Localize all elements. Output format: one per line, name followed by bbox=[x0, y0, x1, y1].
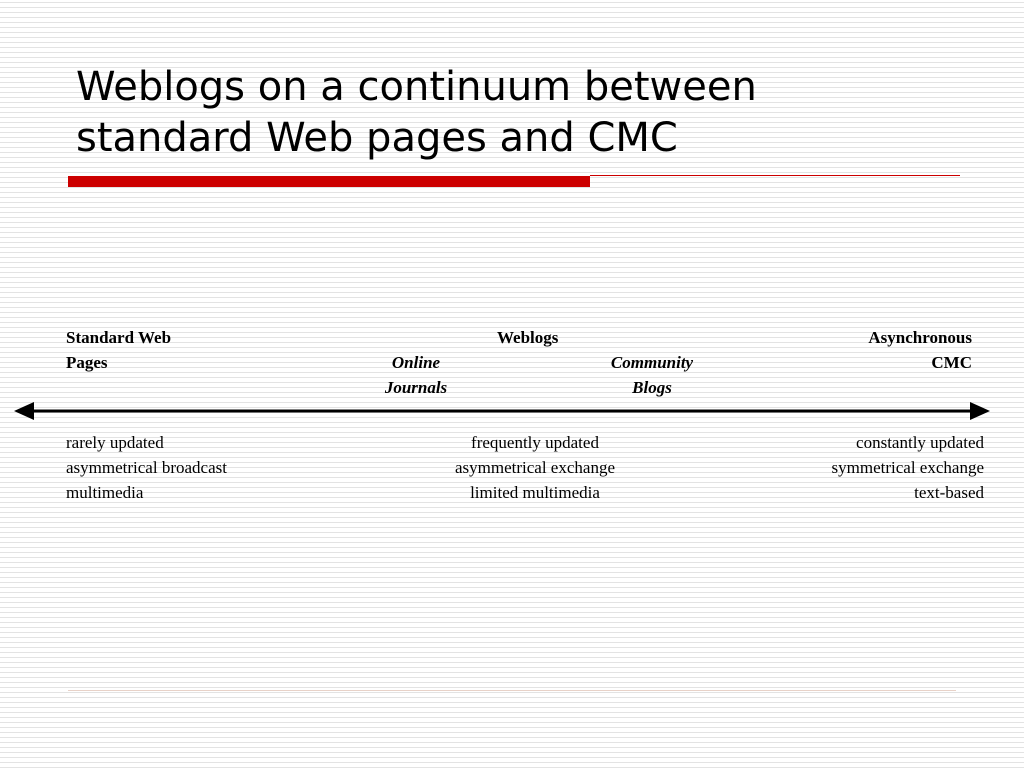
slide-title-line-1: Weblogs on a continuum between bbox=[76, 64, 757, 110]
label-online-journals-line-1: Online bbox=[391, 353, 441, 372]
descriptors-asynchronous-cmc bbox=[744, 430, 984, 505]
label-standard-web-pages-line-2: Pages bbox=[66, 353, 108, 372]
descriptor-item: frequently updated bbox=[471, 433, 599, 452]
title-underline-thin bbox=[590, 175, 960, 176]
label-community-blogs bbox=[592, 350, 712, 400]
label-online-journals bbox=[368, 350, 464, 400]
descriptor-item: multimedia bbox=[66, 483, 144, 502]
arrow-left-head-icon bbox=[14, 402, 34, 420]
label-asynchronous-cmc-line-1: Asynchronous bbox=[868, 328, 972, 347]
slide-title bbox=[76, 62, 976, 164]
label-asynchronous-cmc-line-2: CMC bbox=[931, 353, 972, 372]
label-asynchronous-cmc bbox=[812, 325, 972, 375]
descriptors-standard-web bbox=[66, 430, 227, 505]
descriptor-item: asymmetrical exchange bbox=[454, 458, 615, 477]
arrow-right-head-icon bbox=[970, 402, 990, 420]
title-underline-thick bbox=[68, 176, 590, 187]
label-weblogs-text: Weblogs bbox=[497, 328, 559, 347]
label-community-blogs-line-1: Community bbox=[610, 353, 694, 372]
bottom-divider bbox=[68, 690, 956, 691]
descriptor-item: constantly updated bbox=[856, 433, 984, 452]
label-weblogs bbox=[497, 325, 558, 350]
continuum-arrow bbox=[12, 398, 992, 424]
descriptor-item: text-based bbox=[914, 483, 984, 502]
descriptor-item: symmetrical exchange bbox=[831, 458, 984, 477]
label-community-blogs-line-2: Blogs bbox=[632, 378, 672, 397]
descriptor-item: asymmetrical broadcast bbox=[66, 458, 227, 477]
descriptor-item: rarely updated bbox=[66, 433, 164, 452]
descriptor-item: limited multimedia bbox=[470, 483, 600, 502]
label-standard-web-pages-line-1: Standard Web bbox=[66, 328, 172, 347]
slide-title-line-2: standard Web pages and CMC bbox=[76, 115, 678, 161]
label-online-journals-line-2: Journals bbox=[384, 378, 448, 397]
descriptors-weblogs bbox=[405, 430, 665, 505]
label-standard-web-pages bbox=[66, 325, 171, 375]
